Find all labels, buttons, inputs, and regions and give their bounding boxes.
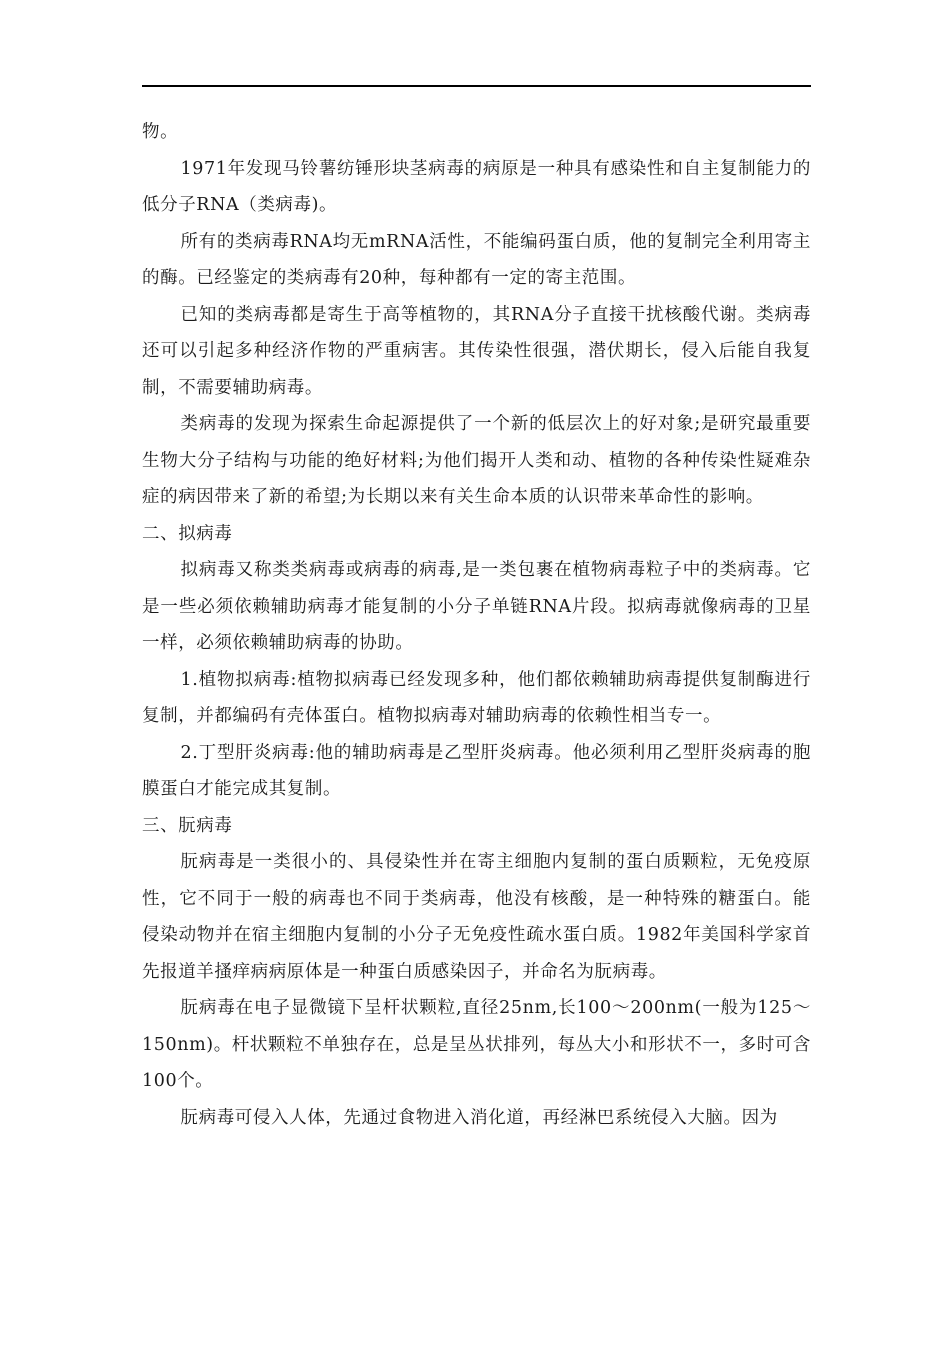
paragraph-viroid-discovery: 1971年发现马铃薯纺锤形块茎病毒的病原是一种具有感染性和自主复制能力的低分子RNA（类病毒)。 (142, 158, 811, 215)
paragraph-viroid-rna: 所有的类病毒RNA均无mRNA活性，不能编码蛋白质，他的复制完全利用寄主的酶。已经鉴定的类病毒有20种，每种都有一定的寄主范围。 (142, 231, 811, 288)
section-heading-virusoid: 二、拟病毒 (142, 523, 233, 544)
paragraph-continuation: 物。 (142, 122, 179, 142)
paragraph-prion-infection: 朊病毒可侵入人体，先通过食物进入消化道，再经淋巴系统侵入大脑。因为 (180, 1107, 778, 1128)
header-rule (142, 85, 811, 87)
paragraph-plant-virusoid: 1.植物拟病毒:植物拟病毒已经发现多种，他们都依赖辅助病毒提供复制酶进行复制，并都编码有壳体蛋白。植物拟病毒对辅助病毒的依赖性相当专一。 (142, 669, 811, 726)
document-body (142, 114, 811, 1136)
paragraph-viroid-significance: 类病毒的发现为探索生命起源提供了一个新的低层次上的好对象;是研究最重要生物大分子结构与功能的绝好材料;为他们揭开人类和动、植物的各种传染性疑难杂症的病因带来了新的希望;为长期以来有关生命本质的认识带来革命性的影响。 (142, 414, 811, 507)
paragraph-hepatitis-d: 2.丁型肝炎病毒:他的辅助病毒是乙型肝炎病毒。他必须利用乙型肝炎病毒的胞膜蛋白才能完成其复制。 (142, 742, 811, 799)
paragraph-prion-morphology: 朊病毒在电子显微镜下呈杆状颗粒,直径25nm,长100～200nm(一般为125～150nm)。杆状颗粒不单独存在，总是呈丛状排列，每丛大小和形状不一，多时可含100个。 (142, 998, 811, 1091)
paragraph-viroid-hosts: 已知的类病毒都是寄生于高等植物的，其RNA分子直接干扰核酸代谢。类病毒还可以引起多种经济作物的严重病害。其传染性很强，潜伏期长，侵入后能自我复制，不需要辅助病毒。 (142, 304, 811, 398)
paragraph-prion-definition: 朊病毒是一类很小的、具侵染性并在寄主细胞内复制的蛋白质颗粒，无免疫原性，它不同于一般的病毒也不同于类病毒，他没有核酸，是一种特殊的糖蛋白。能侵染动物并在宿主细胞内复制的小分子无免疫性疏水蛋白质。1982年美国科学家首先报道羊搔痒病病原体是一种蛋白质感染因子，并命名为朊病毒。 (142, 852, 811, 982)
paragraph-virusoid-definition: 拟病毒又称类类病毒或病毒的病毒,是一类包裹在植物病毒粒子中的类病毒。它是一些必须依赖辅助病毒才能复制的小分子单链RNA片段。拟病毒就像病毒的卫星一样，必须依赖辅助病毒的协助。 (142, 560, 811, 653)
section-heading-prion: 三、朊病毒 (142, 815, 233, 836)
